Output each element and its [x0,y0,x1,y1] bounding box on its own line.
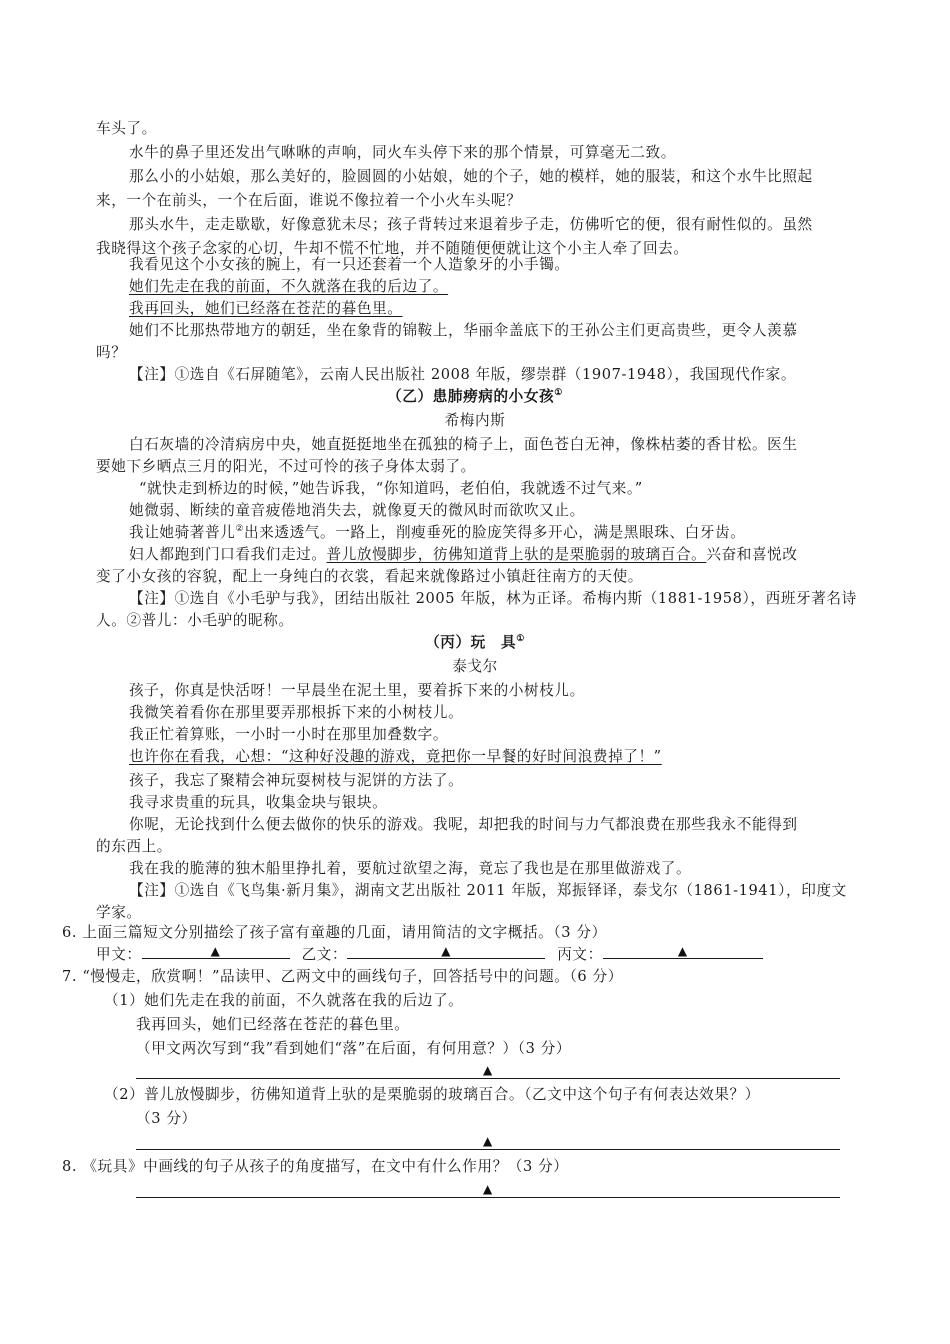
sub-question-2-line: （3 分） [136,1110,197,1127]
answer-line[interactable] [136,1078,840,1079]
answer-label-a: 甲文： [96,946,142,963]
paragraph-line: 我正忙着算账，一小时一小时在那里加叠数字。 [129,726,449,743]
answer-blank-a[interactable] [142,944,290,959]
paragraph-line: 她微弱、断续的童音疲倦地消失去，就像夏天的微风时而欲吹又止。 [129,502,585,519]
triangle-marker-icon: ▲ [483,1134,493,1148]
text-segment: 妇人都跑到门口看我们走过。 [129,546,327,563]
passage-title [0,386,950,408]
triangle-marker-icon: ▲ [677,944,688,958]
passage-author: 泰戈尔 [452,658,498,675]
sub-question-1-line: 我再回头，她们已经落在苍茫的暮色里。 [136,1016,410,1033]
text-segment: 兴奋和喜悦改 [706,546,798,563]
sub-question-1-line: （1）她们先走在我的前面，不久就落在我的后边了。 [104,992,464,1009]
paragraph-line: 你呢，无论找到什么便去做你的快乐的游戏。我呢，却把我的时间与力气都浪费在那些我永不能得到 [129,816,798,833]
question-stem: 7. “慢慢走，欣赏啊！”品读甲、乙两文中的画线句子，回答括号中的问题。（6 分） [62,968,623,985]
paragraph-line: 水牛的鼻子里还发出气咻咻的声响，同火车头停下来的那个情景，可算毫无二致。 [129,144,676,161]
paragraph-line: 孩子，我忘了聚精会神玩耍树枝与泥饼的方法了。 [129,772,464,789]
text-segment: 我让她骑著普儿 [129,524,236,541]
passage-author: 希梅内斯 [444,412,506,429]
paragraph-line: 吗？ [96,344,127,361]
paragraph-line: 白石灰墙的冷清病房中央，她直挺挺地坐在孤独的椅子上，面色苍白无神，像株枯萎的香甘松。医生 [129,436,798,453]
underlined-sentence: 她们先走在我的前面，不久就落在我的后边了。 [129,278,449,295]
footnote: 学家。 [96,904,142,921]
footnote-marker: ① [516,634,525,645]
underlined-sentence: 我再回头，她们已经落在苍茫的暮色里。 [129,300,403,317]
paragraph-line: 那头水牛，走走歇歇，好像意犹未尽；孩子背转过来退着步子走，仿佛听它的便，很有耐性似的。虽然 [129,216,813,233]
title-text: （乙）患肺痨病的小女孩 [387,388,555,405]
paragraph-line: 车头了。 [96,120,157,137]
paragraph-line: 我看见这个小女孩的腕上，有一只还套着一个人造象牙的小手镯。 [129,256,570,273]
paragraph-line: 要她下乡晒点三月的阳光，不过可怜的孩子身体太弱了。 [96,458,476,475]
answer-line[interactable] [136,1197,840,1198]
paragraph-line: 孩子，你真是快活呀！一早晨坐在泥土里，要着拆下来的小树枝儿。 [129,682,585,699]
answer-blank-b[interactable] [347,944,545,959]
paragraph-line: 那么小的小姑娘，那么美好的，脸圆圆的小姑娘，她的个子，她的模样，她的服装，和这个水牛比照起 [129,168,813,185]
triangle-marker-icon: ▲ [441,944,452,958]
footnote-marker: ① [554,388,563,399]
title-text: （丙）玩 具 [425,634,517,651]
paragraph-line [129,522,745,544]
paragraph-line: 我微笑着看你在那里要弄那根拆下来的小树枝儿。 [129,704,464,721]
triangle-marker-icon: ▲ [483,1182,493,1196]
answer-label-c: 丙文： [557,946,603,963]
sub-question-1-prompt: （甲文两次写到“我”看到她们“落”在后面，有何用意？）（3 分） [136,1040,572,1057]
answer-line[interactable] [136,1149,840,1150]
footnote: 人。②普儿：小毛驴的昵称。 [96,612,294,629]
footnote: 【注】①选自《飞鸟集·新月集》，湖南文艺出版社 2011 年版，郑振铎译，泰戈尔（1861-1941），印度文 [129,882,847,899]
paragraph-line: 我在我的脆薄的独木船里挣扎着，要航过欲望之海，竟忘了我也是在那里做游戏了。 [129,860,692,877]
triangle-marker-icon: ▲ [483,1063,493,1077]
answer-blank-c[interactable] [603,944,763,959]
question-stem: 8. 《玩具》中画线的句子从孩子的角度描写，在文中有什么作用？（3 分） [62,1158,569,1175]
paragraph-line [129,544,798,566]
question-stem: 6. 上面三篇短文分别描绘了孩子富有童趣的几面，请用简洁的文字概括。（3 分） [62,924,607,941]
passage-title [0,632,950,654]
paragraph-line: 我寻求贵重的玩具，收集金块与银块。 [129,794,388,811]
triangle-marker-icon: ▲ [210,944,221,958]
paragraph-line: 的东西上。 [96,838,172,855]
paragraph-line: 她们不比那热带地方的朝廷，坐在象背的锦鞍上，华丽伞盖底下的王孙公主们更高贵些，更令人羡慕 [129,322,798,339]
paragraph-line: 来，一个在前头，一个在后面，谁说不像拉着一个小火车头呢？ [96,192,522,209]
footnote: 【注】①选自《石屏随笔》，云南人民出版社 2008 年版，缪崇群（1907-1948），我国现代作家。 [129,366,797,383]
answer-row [96,944,763,966]
text-segment: 出来透透气。一路上，削瘦垂死的脸庞笑得多开心，满是黑眼珠、白牙齿。 [244,524,746,541]
underlined-sentence: 普儿放慢脚步，彷佛知道背上驮的是栗脆弱的玻璃百合。 [326,546,707,563]
sub-question-2-line: （2）普儿放慢脚步，彷佛知道背上驮的是栗脆弱的玻璃百合。（乙文中这个句子有何表达效果？） [104,1086,760,1103]
underlined-sentence: 也许你在看我，心想：“这种好没趣的游戏，竟把你一早餐的好时间浪费掉了！” [129,748,662,765]
paragraph-line: “就快走到桥边的时候，”她告诉我，“你知道吗，老伯伯，我就透不过气来。” [139,480,643,497]
footnote: 【注】①选自《小毛驴与我》，团结出版社 2005 年版，林为正译。希梅内斯（1881-1958），西班牙著名诗 [129,590,857,607]
footnote-marker: ② [235,524,245,535]
paragraph-line: 变了小女孩的容貌，配上一身纯白的衣裳，看起来就像路过小镇赶往南方的天使。 [96,568,643,585]
answer-label-b: 乙文： [301,946,348,963]
paragraph-line: 我晓得这个孩子念家的心切，牛却不慌不忙地，并不随随便便就让这个小主人牵了回去。 [96,240,689,257]
